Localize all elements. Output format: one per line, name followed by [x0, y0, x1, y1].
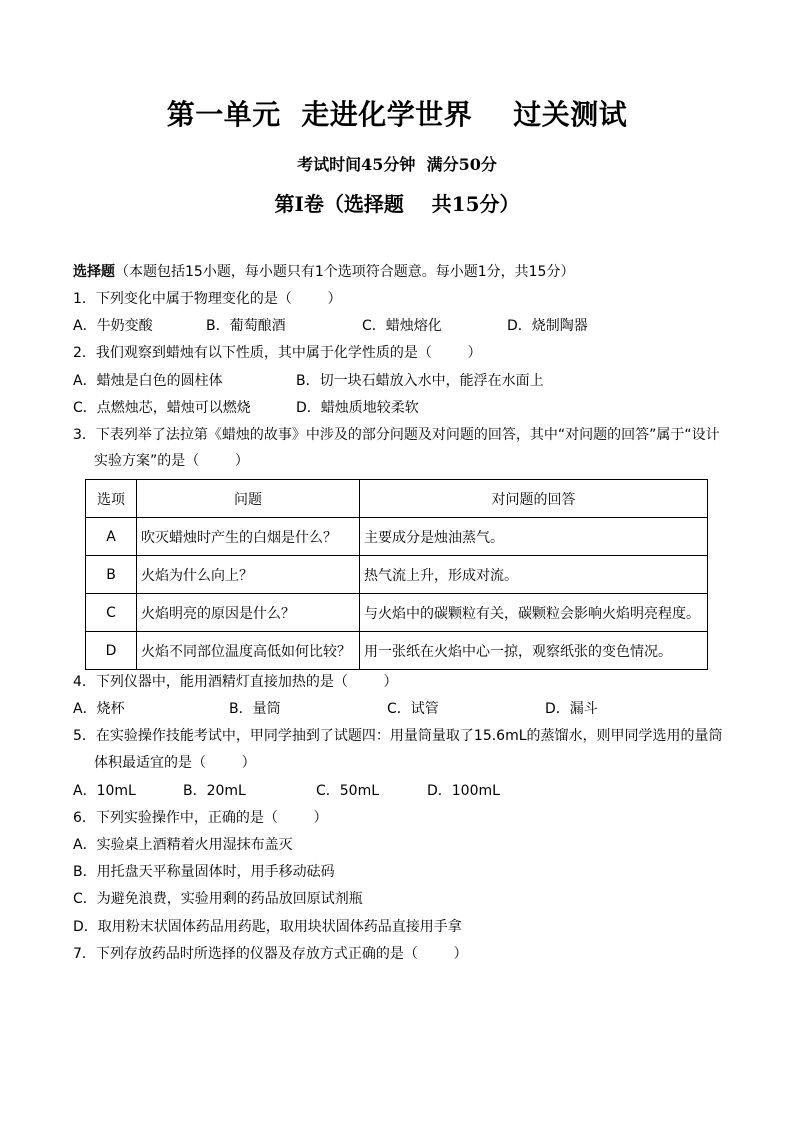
table-header-row [86, 480, 708, 518]
table-cell-answer: 用一张纸在火焰中心一掠，观察纸张的变色情况。 [360, 632, 708, 670]
table-cell-question: 火焰不同部位温度高低如何比较？ [137, 632, 360, 670]
page-title: 第一单元 走进化学世界 过关测试 [166, 98, 628, 131]
question-3-stem-line2: 实验方案”的是（ ） [94, 453, 249, 469]
question-1-option-c: C．蜡烛熔化 [362, 318, 442, 334]
table-cell-answer: 主要成分是烛油蒸气。 [360, 518, 708, 556]
question-4-stem: 4．下列仪器中，能用酒精灯直接加热的是（ ） [73, 674, 398, 690]
question-4-option-a: A．烧杯 [73, 701, 125, 717]
question-2-option-c: C．点燃烛芯，蜡烛可以燃烧 [73, 400, 251, 416]
table-cell-answer: 与火焰中的碳颗粒有关，碳颗粒会影响火焰明亮程度。 [360, 594, 708, 632]
table-header-option: 选项 [86, 480, 137, 518]
table-cell-option: A [86, 518, 137, 556]
question-2-option-d: D．蜡烛质地较柔软 [296, 400, 419, 416]
question-6-stem: 6．下列实验操作中，正确的是（ ） [73, 810, 328, 826]
question-3-table [85, 479, 708, 670]
question-5-option-b: B．20mL [183, 783, 246, 799]
intro-text: （本题包括15小题，每小题只有1个选项符合题意。每小题1分，共15分） [115, 264, 575, 280]
section-intro [73, 263, 574, 281]
question-1-option-b: B．葡萄酿酒 [206, 318, 286, 334]
question-7-stem: 7．下列存放药品时所选择的仪器及存放方式正确的是（ ） [73, 946, 468, 962]
table-cell-answer: 热气流上升，形成对流。 [360, 556, 708, 594]
question-3-stem-line1: 3．下表列举了法拉第《蜡烛的故事》中涉及的部分问题及对问题的回答，其中“对问题的回答”属于“设计 [73, 427, 720, 443]
question-6-option-d: D．取用粉末状固体药品用药匙，取用块状固体药品直接用手拿 [73, 919, 462, 935]
table-row [86, 518, 708, 556]
table-cell-question: 吹灭蜡烛时产生的白烟是什么？ [137, 518, 360, 556]
question-4-option-b: B．量筒 [229, 701, 281, 717]
question-1-stem: 1．下列变化中属于物理变化的是（ ） [73, 291, 342, 307]
table-header-answer: 对问题的回答 [360, 480, 708, 518]
question-4-option-d: D．漏斗 [545, 701, 598, 717]
question-1-option-d: D．烧制陶器 [507, 318, 588, 334]
question-4-option-c: C．试管 [387, 701, 439, 717]
question-6-option-b: B．用托盘天平称量固体时，用手移动砝码 [73, 864, 335, 880]
table-row [86, 594, 708, 632]
table-cell-option: B [86, 556, 137, 594]
intro-label: 选择题 [73, 264, 115, 280]
table-cell-question: 火焰为什么向上？ [137, 556, 360, 594]
question-2-stem: 2．我们观察到蜡烛有以下性质，其中属于化学性质的是（ ） [73, 345, 482, 361]
question-2-option-b: B．切一块石蜡放入水中，能浮在水面上 [296, 373, 544, 389]
table-cell-option: D [86, 632, 137, 670]
question-1-option-a: A．牛奶变酸 [73, 318, 153, 334]
table-header-question: 问题 [137, 480, 360, 518]
question-5-stem-line2: 体积最适宜的是（ ） [94, 755, 256, 771]
question-5-option-d: D．100mL [427, 783, 500, 799]
table-row [86, 556, 708, 594]
table-cell-option: C [86, 594, 137, 632]
table-cell-question: 火焰明亮的原因是什么？ [137, 594, 360, 632]
question-6-option-a: A．实验桌上酒精着火用湿抹布盖灭 [73, 837, 293, 853]
table-row [86, 632, 708, 670]
question-6-option-c: C．为避免浪费，实验用剩的药品放回原试剂瓶 [73, 891, 363, 907]
exam-info: 考试时间45分钟 满分50分 [297, 155, 497, 174]
question-5-option-a: A．10mL [73, 783, 136, 799]
section-heading: 第Ⅰ卷（选择题 共15分） [274, 192, 520, 216]
question-2-option-a: A．蜡烛是白色的圆柱体 [73, 373, 223, 389]
question-5-stem-line1: 5．在实验操作技能考试中，甲同学抽到了试题四：用量筒量取了15.6mL的蒸馏水，则甲同学选用的量筒 [73, 728, 723, 744]
question-5-option-c: C．50mL [316, 783, 380, 799]
